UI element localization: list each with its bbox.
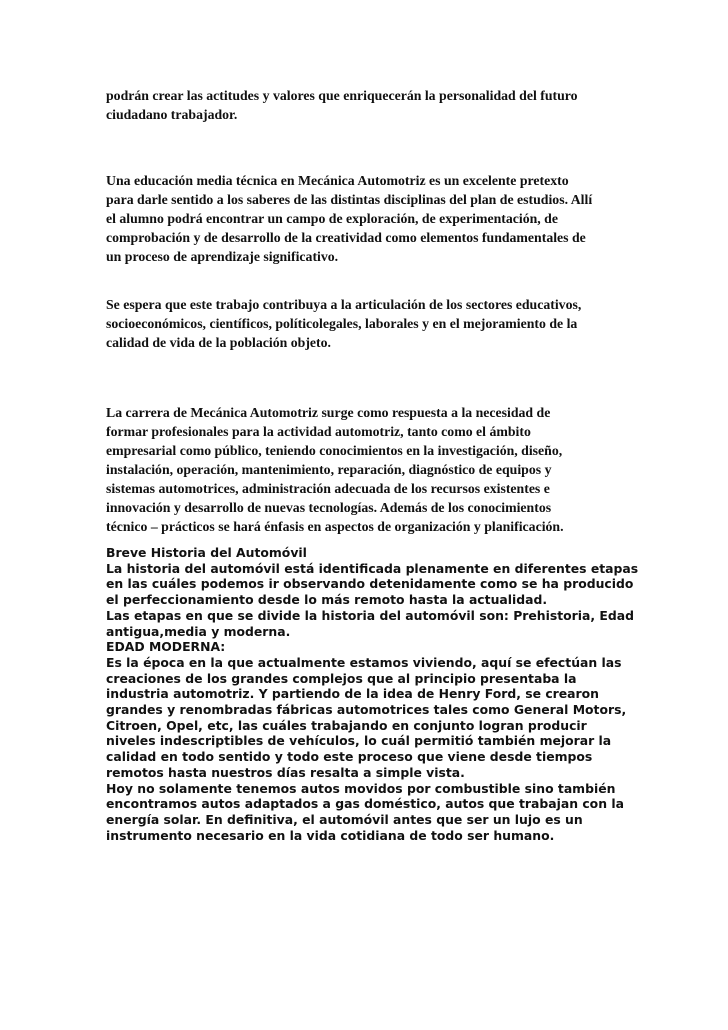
text-line: encontramos autos adaptados a gas doméstico, autos que trabajan con la (106, 796, 624, 812)
text-line: en las cuáles podemos ir observando detenidamente como se ha producido (106, 576, 634, 592)
text-line: podrán crear las actitudes y valores que enriquecerán la personalidad del futuro (106, 88, 578, 103)
text-line: calidad de vida de la población objeto. (106, 335, 331, 350)
text-line: Citroen, Opel, etc, las cuáles trabajando en conjunto logran producir (106, 717, 587, 733)
text-line: formar profesionales para la actividad automotriz, tanto como el ámbito (106, 424, 531, 439)
text-line: remotos hasta nuestros días resalta a simple vista. (106, 764, 465, 780)
text-line: Una educación media técnica en Mecánica Automotriz es un excelente pretexto (106, 173, 569, 188)
text-line: innovación y desarrollo de nuevas tecnologías. Además de los conocimientos (106, 500, 552, 515)
text-line: Es la época en la que actualmente estamos viviendo, aquí se efectúan las (106, 654, 622, 670)
text-line: empresarial como público, teniendo conocimientos en la investigación, diseño, (106, 443, 563, 458)
text-line: La carrera de Mecánica Automotriz surge como respuesta a la necesidad de (106, 405, 551, 420)
text-line: comprobación y de desarrollo de la creatividad como elementos fundamentales de (106, 230, 586, 245)
subsection-heading: EDAD MODERNA: (106, 639, 226, 655)
text-line: técnico – prácticos se hará énfasis en aspectos de organización y planificación. (106, 519, 564, 534)
text-line: ciudadano trabajador. (106, 107, 238, 122)
text-line: Se espera que este trabajo contribuya a la articulación de los sectores educativos, (106, 297, 582, 312)
text-line: calidad en todo sentido y todo este proceso que viene desde tiempos (106, 749, 593, 765)
paragraph-career-description (106, 403, 626, 536)
text-line: Las etapas en que se divide la historia del automóvil son: Prehistoria, Edad (106, 607, 634, 623)
text-line: un proceso de aprendizaje significativo. (106, 249, 339, 264)
text-line: el perfeccionamiento desde lo más remoto hasta la actualidad. (106, 592, 548, 608)
text-line: instrumento necesario en la vida cotidiana de todo ser humano. (106, 827, 555, 843)
section-heading: Breve Historia del Automóvil (106, 545, 307, 560)
text-line: grandes y renombradas fábricas automotrices tales como General Motors, (106, 702, 627, 718)
text-line: Hoy no solamente tenemos autos movidos por combustible sino también (106, 780, 616, 796)
paragraph-technical-education (106, 171, 626, 266)
text-line: antigua,media y moderna. (106, 623, 291, 639)
text-line: socioeconómicos, científicos, políticolegales, laborales y en el mejoramiento de la (106, 316, 578, 331)
text-line: energía solar. En definitiva, el automóvil antes que ser un lujo es un (106, 811, 583, 827)
text-line: creaciones de los grandes complejos que al principio presentaba la (106, 670, 577, 686)
text-line: La historia del automóvil está identificada plenamente en diferentes etapas (106, 560, 639, 576)
paragraph-intro-continuation (106, 86, 626, 124)
text-line: el alumno podrá encontrar un campo de exploración, de experimentación, de (106, 211, 558, 226)
text-line: instalación, operación, mantenimiento, reparación, diagnóstico de equipos y (106, 462, 552, 477)
text-line: sistemas automotrices, administración adecuada de los recursos existentes e (106, 481, 550, 496)
text-line: industria automotriz. Y partiendo de la idea de Henry Ford, se crearon (106, 686, 599, 702)
paragraph-expectations (106, 295, 626, 352)
section-automobile-history (106, 545, 639, 843)
text-line: para darle sentido a los saberes de las distintas disciplinas del plan de estudios. Allí (106, 192, 593, 207)
text-line: niveles indescriptibles de vehículos, lo cuál permitió también mejorar la (106, 733, 612, 749)
